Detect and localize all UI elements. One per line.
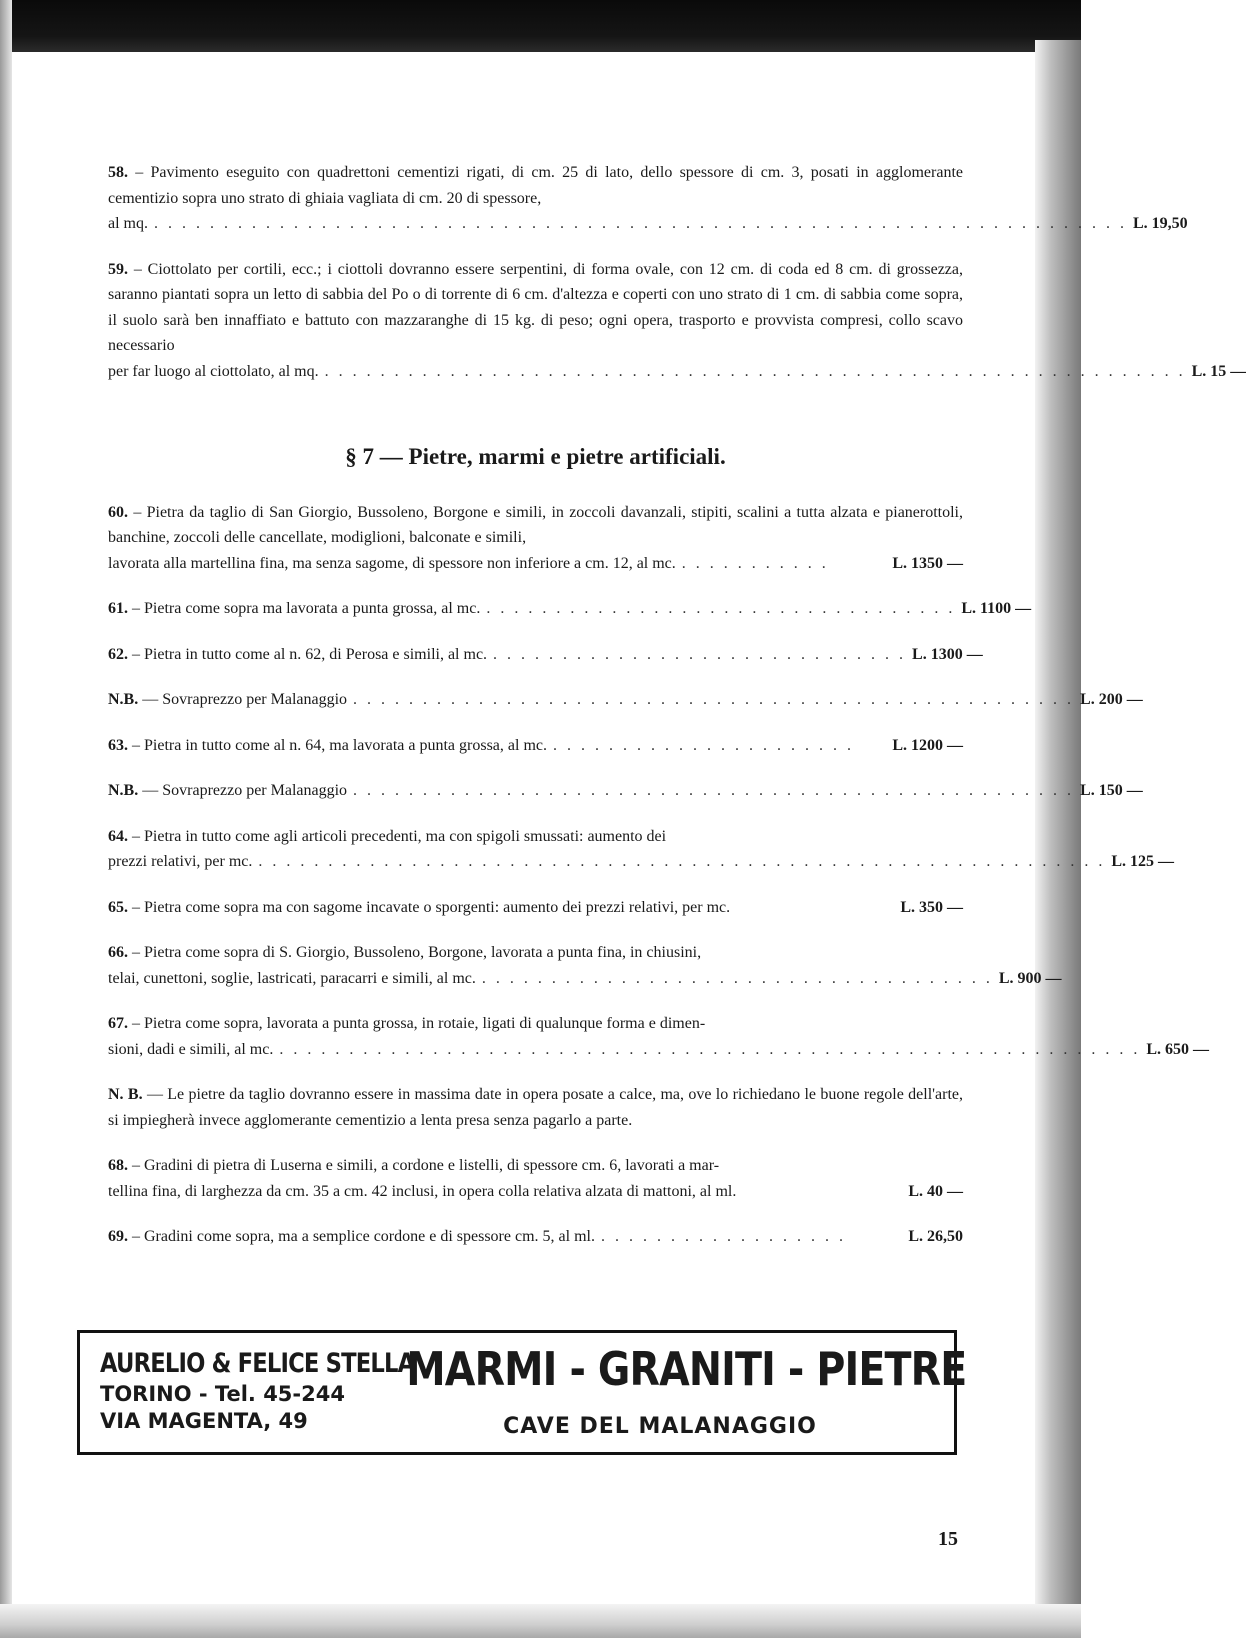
entry-price: L. 900 — <box>998 969 1062 987</box>
advert-headline-block <box>365 1341 967 1441</box>
nb-label: N. B. <box>108 1086 143 1103</box>
entry-text <box>108 257 963 359</box>
entry-last-line: – Gradini come sopra, ma a semplice cordone e di spessore cm. 5, al ml. <box>132 1228 595 1245</box>
advertisement-box <box>77 1330 967 1455</box>
entry-text <box>108 1011 963 1037</box>
entry-text <box>108 824 963 850</box>
entry-last-line: tellina fina, di larghezza da cm. 35 a cm. 42 inclusi, in opera colla relativa alzata di mattoni, al ml. <box>108 1182 737 1200</box>
entry-description: – Pietra come sopra, lavorata a punta grossa, in rotaie, ligati di qualunque forma e dimen- <box>132 1015 706 1032</box>
scan-border-right <box>1035 40 1081 1638</box>
dot-leader: . . . . . . . . . . . . . . . . . . . . . . . . . . . . . . . . . . . . . . . . . . . . . . . . . . . . . . . . . . . . . . . . . . . . . . <box>154 215 1127 232</box>
entry-61 <box>108 596 1032 622</box>
note-description: — Le pietre da taglio dovranno essere in massima date in opera posate a calce, ma, ove lo richiedano le buone regole dell'arte, si impiegherà invece agglomerante cementizio a lenta presa senza pagarlo a parte. <box>108 1086 963 1129</box>
dot-leader: . . . . . . . . . . . . . . . . . . . . . . . . . . . . . . . . . . . . . . . . . . . . . . . . . . . . . . . . . . . . . . <box>324 362 1186 380</box>
entry-price-row <box>108 1037 1209 1063</box>
entry-price-row <box>108 966 1062 992</box>
entry-last-line: per far luogo al ciottolato, al mq. <box>108 362 319 380</box>
entry-text <box>108 160 963 211</box>
entry-price-row <box>108 778 1143 804</box>
entry-text <box>108 1153 963 1179</box>
advertiser-city-phone: TORINO - Tel. 45-244 <box>100 1382 345 1406</box>
dot-leader: . . . . . . . . . . . . . . . . . . . . . . . . . . . . . . . . . . . . . . . . . . . . . . . . . . . . <box>353 782 1075 799</box>
note-text <box>108 1082 963 1133</box>
entry-price-row <box>108 642 983 668</box>
entry-price: L. 40 — <box>908 1182 963 1200</box>
entry-60 <box>108 500 963 577</box>
dot-leader: . . . . . . . . . . . . . . . . . . . . . . <box>553 736 854 754</box>
entry-number: 61. <box>108 600 128 617</box>
nb-note <box>108 1082 963 1133</box>
dot-leader: . . . . . . . . . . . . . . . . . . . . . . . . . . . . . . . . . . <box>486 600 956 617</box>
dot-leader: . . . . . . . . . . . . . . . . . . <box>600 1228 846 1245</box>
advertiser-address: VIA MAGENTA, 49 <box>100 1409 308 1433</box>
entry-price-row <box>108 596 1032 622</box>
entry-62 <box>108 642 983 668</box>
entry-description: – Pietra da taglio di San Giorgio, Bussoleno, Borgone e simili, in zoccoli davanzali, stipiti, scalini a tutta alzata e pianerottoli, banchine, zoccoli delle cancellate, modiglioni, balconate e simili, <box>108 503 964 546</box>
entry-number: 67. <box>108 1015 128 1032</box>
entry-69 <box>108 1224 963 1250</box>
entry-last-line: – Pietra in tutto come al n. 64, ma lavorata a punta grossa, al mc. <box>132 736 547 754</box>
entry-number: 69. <box>108 1228 128 1245</box>
entry-text <box>108 940 963 966</box>
advertiser-brand: AURELIO & FELICE STELLA <box>100 1348 415 1379</box>
entry-price: L. 19,50 <box>1133 215 1188 232</box>
entry-price-row <box>108 1179 963 1205</box>
entry-number: 62. <box>108 645 128 663</box>
entry-price: L. 26,50 <box>908 1228 963 1245</box>
advert-subline: CAVE DEL MALANAGGIO <box>503 1414 817 1439</box>
entry-64 <box>108 824 1175 875</box>
entry-price: L. 650 — <box>1146 1040 1209 1058</box>
entry-price: L. 1100 — <box>961 600 1032 617</box>
entry-number: 64. <box>108 827 128 845</box>
scan-border-top <box>0 0 1081 52</box>
dot-leader: . . . . . . . . . . . . . . . . . . . . . . . . . . . . . . . . . . . . . . . . . . . . . . . . . . . . . . . . . . . . . <box>258 853 1106 870</box>
nb-surcharge-63 <box>108 778 1143 804</box>
nb-label: N.B. <box>108 782 139 799</box>
page-number: 15 <box>938 1528 958 1550</box>
price-list <box>108 160 1246 1270</box>
advert-headline: MARMI - GRANITI - PIETRE <box>406 1342 967 1396</box>
entry-description: – Ciottolato per cortili, ecc.; i ciottoli dovranno essere serpentini, di forma ovale, con 12 cm. di coda ed 8 cm. di grossezza, saranno piantati sopra un letto di sabbia del Po o di torrente di 6 cm. d'altezza e coperti con uno strato di 1 cm. di sabbia come sopra, il suolo sarà ben innaffiato e battuto con mazzaranghe di 15 kg. di peso; ogni opera, trasporto e provvista compresi, collo scavo necessario <box>108 260 963 354</box>
entry-price: L. 1350 — <box>892 554 963 572</box>
entry-description: – Pietra in tutto come agli articoli precedenti, ma con spigoli smussati: aumento dei <box>132 827 667 845</box>
advertiser-block <box>100 1347 415 1435</box>
entry-67 <box>108 1011 1209 1062</box>
scan-border-bottom <box>0 1604 1081 1638</box>
section-title: § 7 — Pietre, marmi e pietre artificiali. <box>345 444 726 469</box>
entry-price-row <box>108 895 963 921</box>
entry-last-line: lavorata alla martellina fina, ma senza sagome, di spessore non inferiore a cm. 12, al mc. <box>108 554 676 572</box>
dot-leader: . . . . . . . . . . . . . . . . . . . . . . . . . . . . . . . . . . . . . <box>481 969 993 987</box>
entry-description: – Pavimento eseguito con quadrettoni cementizi rigati, di cm. 25 di lato, dello spessore di cm. 3, posati in agglomerante cementizio sopra uno strato di ghiaia vagliata di cm. 20 di spessore, <box>108 164 963 207</box>
entry-price: L. 350 — <box>900 898 963 916</box>
entry-price-row <box>108 551 963 577</box>
entry-number: 68. <box>108 1157 128 1174</box>
nb-surcharge-62 <box>108 687 1143 713</box>
scan-border-left <box>0 0 12 1638</box>
entry-description: – Gradini di pietra di Luserna e simili, a cordone e listelli, di spessore cm. 6, lavorati a mar- <box>132 1157 720 1174</box>
entry-price: L. 150 — <box>1080 782 1143 799</box>
entry-number: 60. <box>108 503 128 521</box>
entry-last-line: al mq. <box>108 215 148 232</box>
entry-number: 63. <box>108 736 128 754</box>
entry-price: L. 200 — <box>1080 691 1143 708</box>
entry-66 <box>108 940 1062 991</box>
entry-number: 65. <box>108 898 128 916</box>
entry-59 <box>108 257 1246 385</box>
entry-price-row <box>108 733 963 759</box>
entry-63 <box>108 733 963 759</box>
entry-68 <box>108 1153 963 1204</box>
entry-last-line: sioni, dadi e simili, al mc. <box>108 1040 274 1058</box>
entry-description: – Pietra come sopra di S. Giorgio, Bussoleno, Borgone, lavorata a punta fina, in chiusini, <box>132 944 702 961</box>
dot-leader: . . . . . . . . . . . . . . . . . . . . . . . . . . . . . . . . . . . . . . . . . . . . . . . . . . . . <box>353 691 1075 708</box>
dot-leader: . . . . . . . . . . . . . . . . . . . . . . . . . . . . . . . . . . . . . . . . . . . . . . . . . . . . . . . . . . . . . . <box>279 1040 1141 1058</box>
entry-last-line: — Sovraprezzo per Malanaggio <box>142 691 348 708</box>
entry-price-row <box>108 359 1246 385</box>
nb-label: N.B. <box>108 691 139 708</box>
entry-last-line: – Pietra in tutto come al n. 62, di Perosa e simili, al mc. <box>132 645 488 663</box>
entry-price: L. 1200 — <box>892 736 963 754</box>
entry-last-line: – Pietra come sopra ma lavorata a punta grossa, al mc. <box>132 600 481 617</box>
entry-65 <box>108 895 963 921</box>
dot-leader: . . . . . . . . . . . <box>681 554 829 572</box>
entry-price-row <box>108 1224 963 1250</box>
entry-last-line: telai, cunettoni, soglie, lastricati, paracarri e simili, al mc. <box>108 969 476 987</box>
entry-number: 59. <box>108 260 128 278</box>
dot-leader: . . . . . . . . . . . . . . . . . . . . . . . . . . . . . . <box>493 645 907 663</box>
entry-last-line: prezzi relativi, per mc. <box>108 853 253 870</box>
entry-price: L. 125 — <box>1111 853 1175 870</box>
entry-price-row <box>108 687 1143 713</box>
entry-price-row <box>108 849 1175 875</box>
entry-last-line: — Sovraprezzo per Malanaggio <box>142 782 348 799</box>
entry-58 <box>108 160 1188 237</box>
entry-last-line: – Pietra come sopra ma con sagome incavate o sporgenti: aumento dei prezzi relativi, per mc. <box>132 898 731 916</box>
entry-number: 66. <box>108 944 128 961</box>
entry-price: L. 15 — <box>1191 362 1246 380</box>
entry-price-row <box>108 211 1188 237</box>
entry-price: L. 1300 — <box>912 645 983 663</box>
entry-text <box>108 500 963 551</box>
entry-number: 58. <box>108 164 128 181</box>
